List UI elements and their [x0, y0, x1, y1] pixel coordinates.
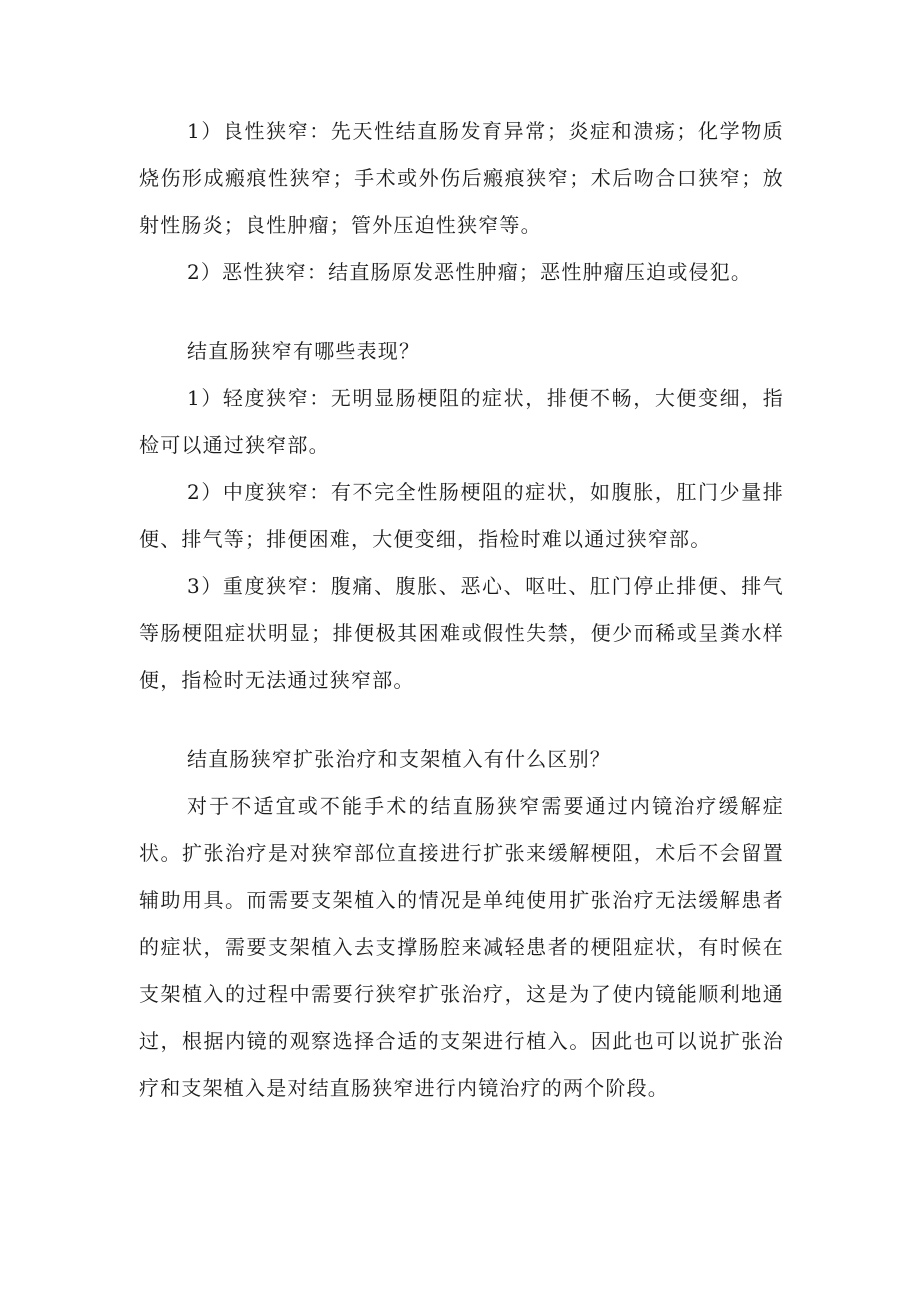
malignant-stenosis-paragraph: 2）恶性狭窄：结直肠原发恶性肿瘤；恶性肿瘤压迫或侵犯。 — [187, 260, 753, 284]
moderate-stenosis-paragraph: 2）中度狭窄：有不完全性肠梗阻的症状，如腹胀，肛门少量排便、排气等；排便困难，大便变细，指检时难以通过狭窄部。 — [139, 480, 784, 551]
section-gap — [139, 704, 784, 736]
document-body — [139, 108, 784, 1112]
benign-stenosis-paragraph: 1）良性狭窄：先天性结直肠发育异常；炎症和溃疡；化学物质烧伤形成瘢痕性狭窄；手术或外伤后瘢痕狭窄；术后吻合口狭窄；放射性肠炎；良性肿瘤；管外压迫性狭窄等。 — [139, 119, 784, 237]
mild-stenosis-paragraph: 1）轻度狭窄：无明显肠梗阻的症状，排便不畅，大便变细，指检可以通过狭窄部。 — [139, 386, 784, 457]
symptoms-question-heading: 结直肠狭窄有哪些表现？ — [187, 339, 421, 363]
section-gap — [139, 296, 784, 328]
treatment-answer-paragraph: 对于不适宜或不能手术的结直肠狭窄需要通过内镜治疗缓解症状。扩张治疗是对狭窄部位直接进行扩张来缓解梗阻，术后不会留置辅助用具。而需要支架植入的情况是单纯使用扩张治疗无法缓解患者的症状，需要支架植入去支撑肠腔来减轻患者的梗阻症状，有时候在支架植入的过程中需要行狭窄扩张治疗，这是为了使内镜能顺利地通过，根据内镜的观察选择合适的支架进行植入。因此也可以说扩张治疗和支架植入是对结直肠狭窄进行内镜治疗的两个阶段。 — [139, 794, 784, 1100]
treatment-question-heading: 结直肠狭窄扩张治疗和支架植入有什么区别？ — [187, 747, 611, 771]
severe-stenosis-paragraph: 3）重度狭窄：腹痛、腹胀、恶心、呕吐、肛门停止排便、排气等肠梗阻症状明显；排便极其困难或假性失禁，便少而稀或呈粪水样便，指检时无法通过狭窄部。 — [139, 574, 784, 692]
